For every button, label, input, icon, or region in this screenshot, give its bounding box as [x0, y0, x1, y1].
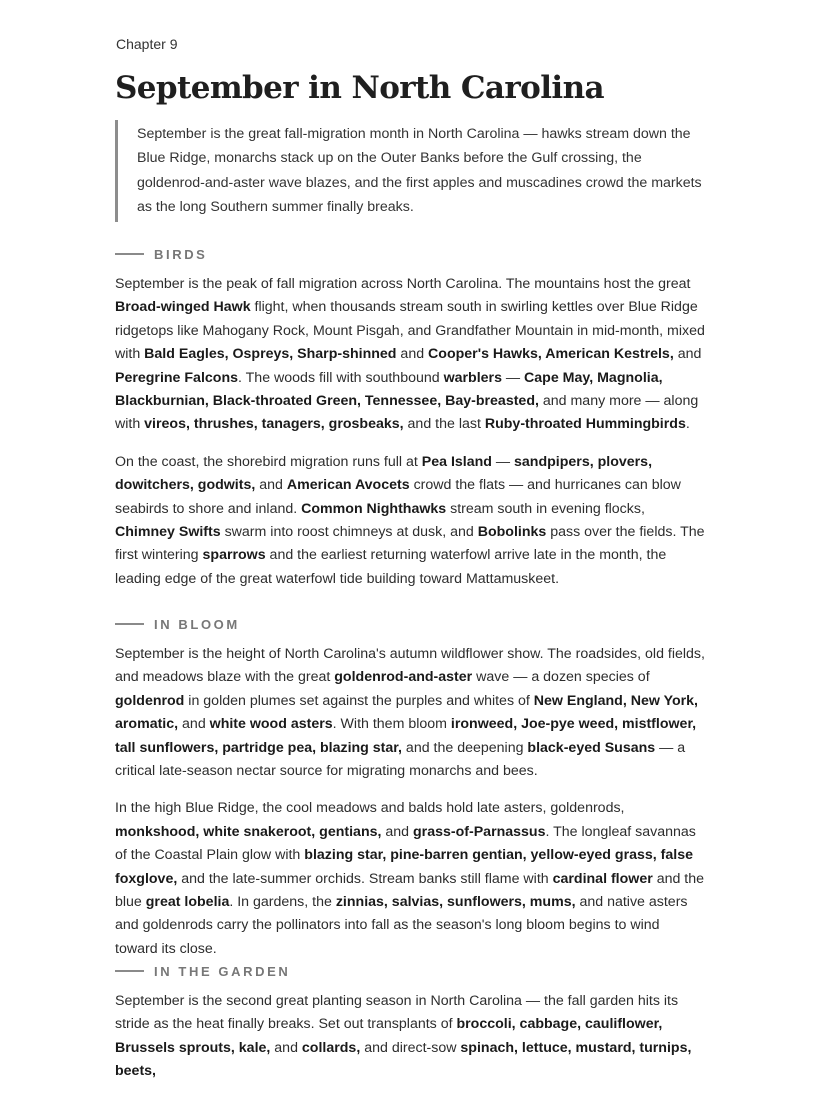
text-run: wave — a dozen species of: [472, 669, 650, 686]
paragraph: [115, 451, 705, 591]
text-run: — a critical late-season nectar source for migrating monarchs and bees.: [115, 739, 686, 780]
emphasized-term: Bald Eagles, Ospreys, Sharp-shinned: [144, 346, 397, 363]
emphasized-term: sparrows: [202, 547, 266, 564]
paragraph: [115, 797, 705, 961]
emphasized-term: vireos, thrushes, tanagers, grosbeaks,: [144, 416, 404, 433]
text-run: and: [255, 477, 287, 494]
text-run: . The woods fill with southbound: [238, 369, 444, 386]
paragraph: [115, 643, 705, 783]
section-heading-in-the-garden: [115, 962, 705, 980]
heading-rule: [115, 970, 144, 972]
emphasized-term: Chimney Swifts: [115, 524, 221, 541]
section-birds: [115, 245, 705, 605]
section-in-bloom: [115, 615, 705, 975]
text-run: pass over the fields. The first wintering: [115, 524, 705, 564]
emphasized-term: collards,: [301, 1039, 361, 1056]
text-run: In the high Blue Ridge, the cool meadows and balds hold late asters, goldenrods,: [115, 800, 625, 817]
section-heading-birds: [115, 245, 705, 263]
heading-rule: [115, 253, 144, 255]
text-run: and: [270, 1039, 302, 1056]
emphasized-term: Pea Island: [421, 453, 492, 470]
emphasized-term: zinnias, salvias, sunflowers, mums,: [335, 894, 576, 911]
section-heading-label: IN THE GARDEN: [154, 963, 291, 979]
emphasized-term: blazing star, pine-barren gentian, yellow-eyed grass, false foxglove,: [115, 847, 693, 887]
text-run: —: [501, 369, 525, 386]
text-run: . In gardens, the: [229, 894, 336, 911]
emphasized-term: Ruby-throated Hummingbirds: [484, 416, 686, 433]
section-heading-label: IN BLOOM: [154, 616, 240, 632]
emphasized-term: Common Nighthawks: [301, 500, 447, 517]
text-run: .: [685, 416, 690, 433]
emphasized-term: great lobelia: [145, 894, 230, 911]
emphasized-term: Peregrine Falcons: [115, 369, 239, 386]
text-run: and: [381, 823, 414, 840]
text-run: and: [396, 346, 429, 363]
emphasized-term: white wood asters: [209, 716, 333, 733]
text-run: and: [178, 716, 210, 733]
emphasized-term: monkshood, white snakeroot, gentians,: [115, 823, 382, 840]
emphasized-term: Bobolinks: [477, 524, 547, 541]
emphasized-term: American Avocets: [286, 477, 410, 494]
emphasized-term: broccoli, cabbage, cauliflower, Brussels sprouts, kale,: [115, 1016, 663, 1056]
emphasized-term: New England, New York, aromatic,: [115, 692, 698, 733]
text-run: and the deepening: [401, 739, 528, 756]
emphasized-term: goldenrod-and-aster: [334, 669, 473, 686]
text-run: stream south in evening flocks,: [446, 500, 645, 517]
text-run: and the blue: [115, 870, 705, 911]
emphasized-term: grass-of-Parnassus: [413, 823, 546, 840]
text-run: . The longleaf savannas of the Coastal Plain glow with: [115, 823, 696, 864]
emphasized-term: sandpipers, plovers, dowitchers, godwits,: [115, 453, 653, 494]
emphasized-term: spinach, lettuce, mustard, turnips, beets,: [115, 1039, 692, 1080]
text-run: swarm into roost chimneys at dusk, and: [220, 524, 478, 541]
paragraph: [115, 990, 705, 1084]
emphasized-term: Cape May, Magnolia, Blackburnian, Black-throated Green, Tennessee, Bay-breasted,: [115, 369, 663, 410]
section-in-the-garden: [115, 962, 705, 1098]
text-run: flight, when thousands stream south in swirling kettles over Blue Ridge ridgetops like Mahogany Rock, Mount Pisgah, and Grandfather Mountain in mid-month, mixed with: [115, 299, 705, 363]
text-run: in golden plumes set against the purples and whites of: [184, 692, 534, 709]
emphasized-term: goldenrod: [115, 692, 185, 709]
emphasized-term: warblers: [443, 369, 502, 386]
emphasized-term: Cooper's Hawks, American Kestrels,: [428, 346, 674, 363]
paragraph: [115, 273, 705, 437]
text-run: and many more — along with: [115, 393, 699, 433]
text-run: September is the height of North Carolina's autumn wildflower show. The roadsides, old fields, and meadows blaze with the great: [115, 646, 705, 686]
text-run: September is the peak of fall migration across North Carolina. The mountains host the great: [115, 276, 691, 292]
section-heading-in-bloom: [115, 615, 705, 633]
text-run: crowd the flats — and hurricanes can blow seabirds to shore and inland.: [115, 477, 681, 517]
emphasized-term: ironweed, Joe-pye weed, mistflower, tall sunflowers, partridge pea, blazing star,: [115, 716, 697, 756]
page-title: September in North Carolina: [115, 70, 605, 106]
intro-blockquote: September is the great fall-migration month in North Carolina — hawks stream down the Blue Ridge, monarchs stack up on the Outer Banks before the Gulf crossing, the goldenrod-and-aster wave blazes, and the first apples and muscadines crowd the markets as the long Southern summer finally breaks.: [115, 120, 703, 222]
section-heading-label: BIRDS: [154, 246, 208, 262]
text-run: and the last: [403, 416, 485, 433]
emphasized-term: cardinal flower: [552, 870, 653, 887]
emphasized-term: black-eyed Susans: [527, 739, 656, 756]
text-run: and native asters and goldenrods carry the pollinators into fall as the season's long bloom begins to wind toward its close.: [115, 894, 688, 957]
text-run: and the late-summer orchids. Stream banks still flame with: [177, 870, 553, 887]
heading-rule: [115, 623, 144, 625]
text-run: . With them bloom: [332, 716, 451, 733]
text-run: —: [491, 453, 515, 470]
text-run: September is the second great planting season in North Carolina — the fall garden hits its stride as the heat finally breaks. Set out transplants of: [115, 993, 679, 1033]
text-run: and the earliest returning waterfowl arrive late in the month, the leading edge of the great waterfowl tide building toward Mattamuskeet.: [115, 547, 667, 587]
text-run: and direct-sow: [360, 1039, 461, 1056]
text-run: and: [673, 346, 702, 363]
emphasized-term: Broad-winged Hawk: [115, 299, 251, 316]
chapter-label: Chapter 9: [116, 36, 178, 52]
text-run: On the coast, the shorebird migration runs full at: [115, 453, 422, 470]
